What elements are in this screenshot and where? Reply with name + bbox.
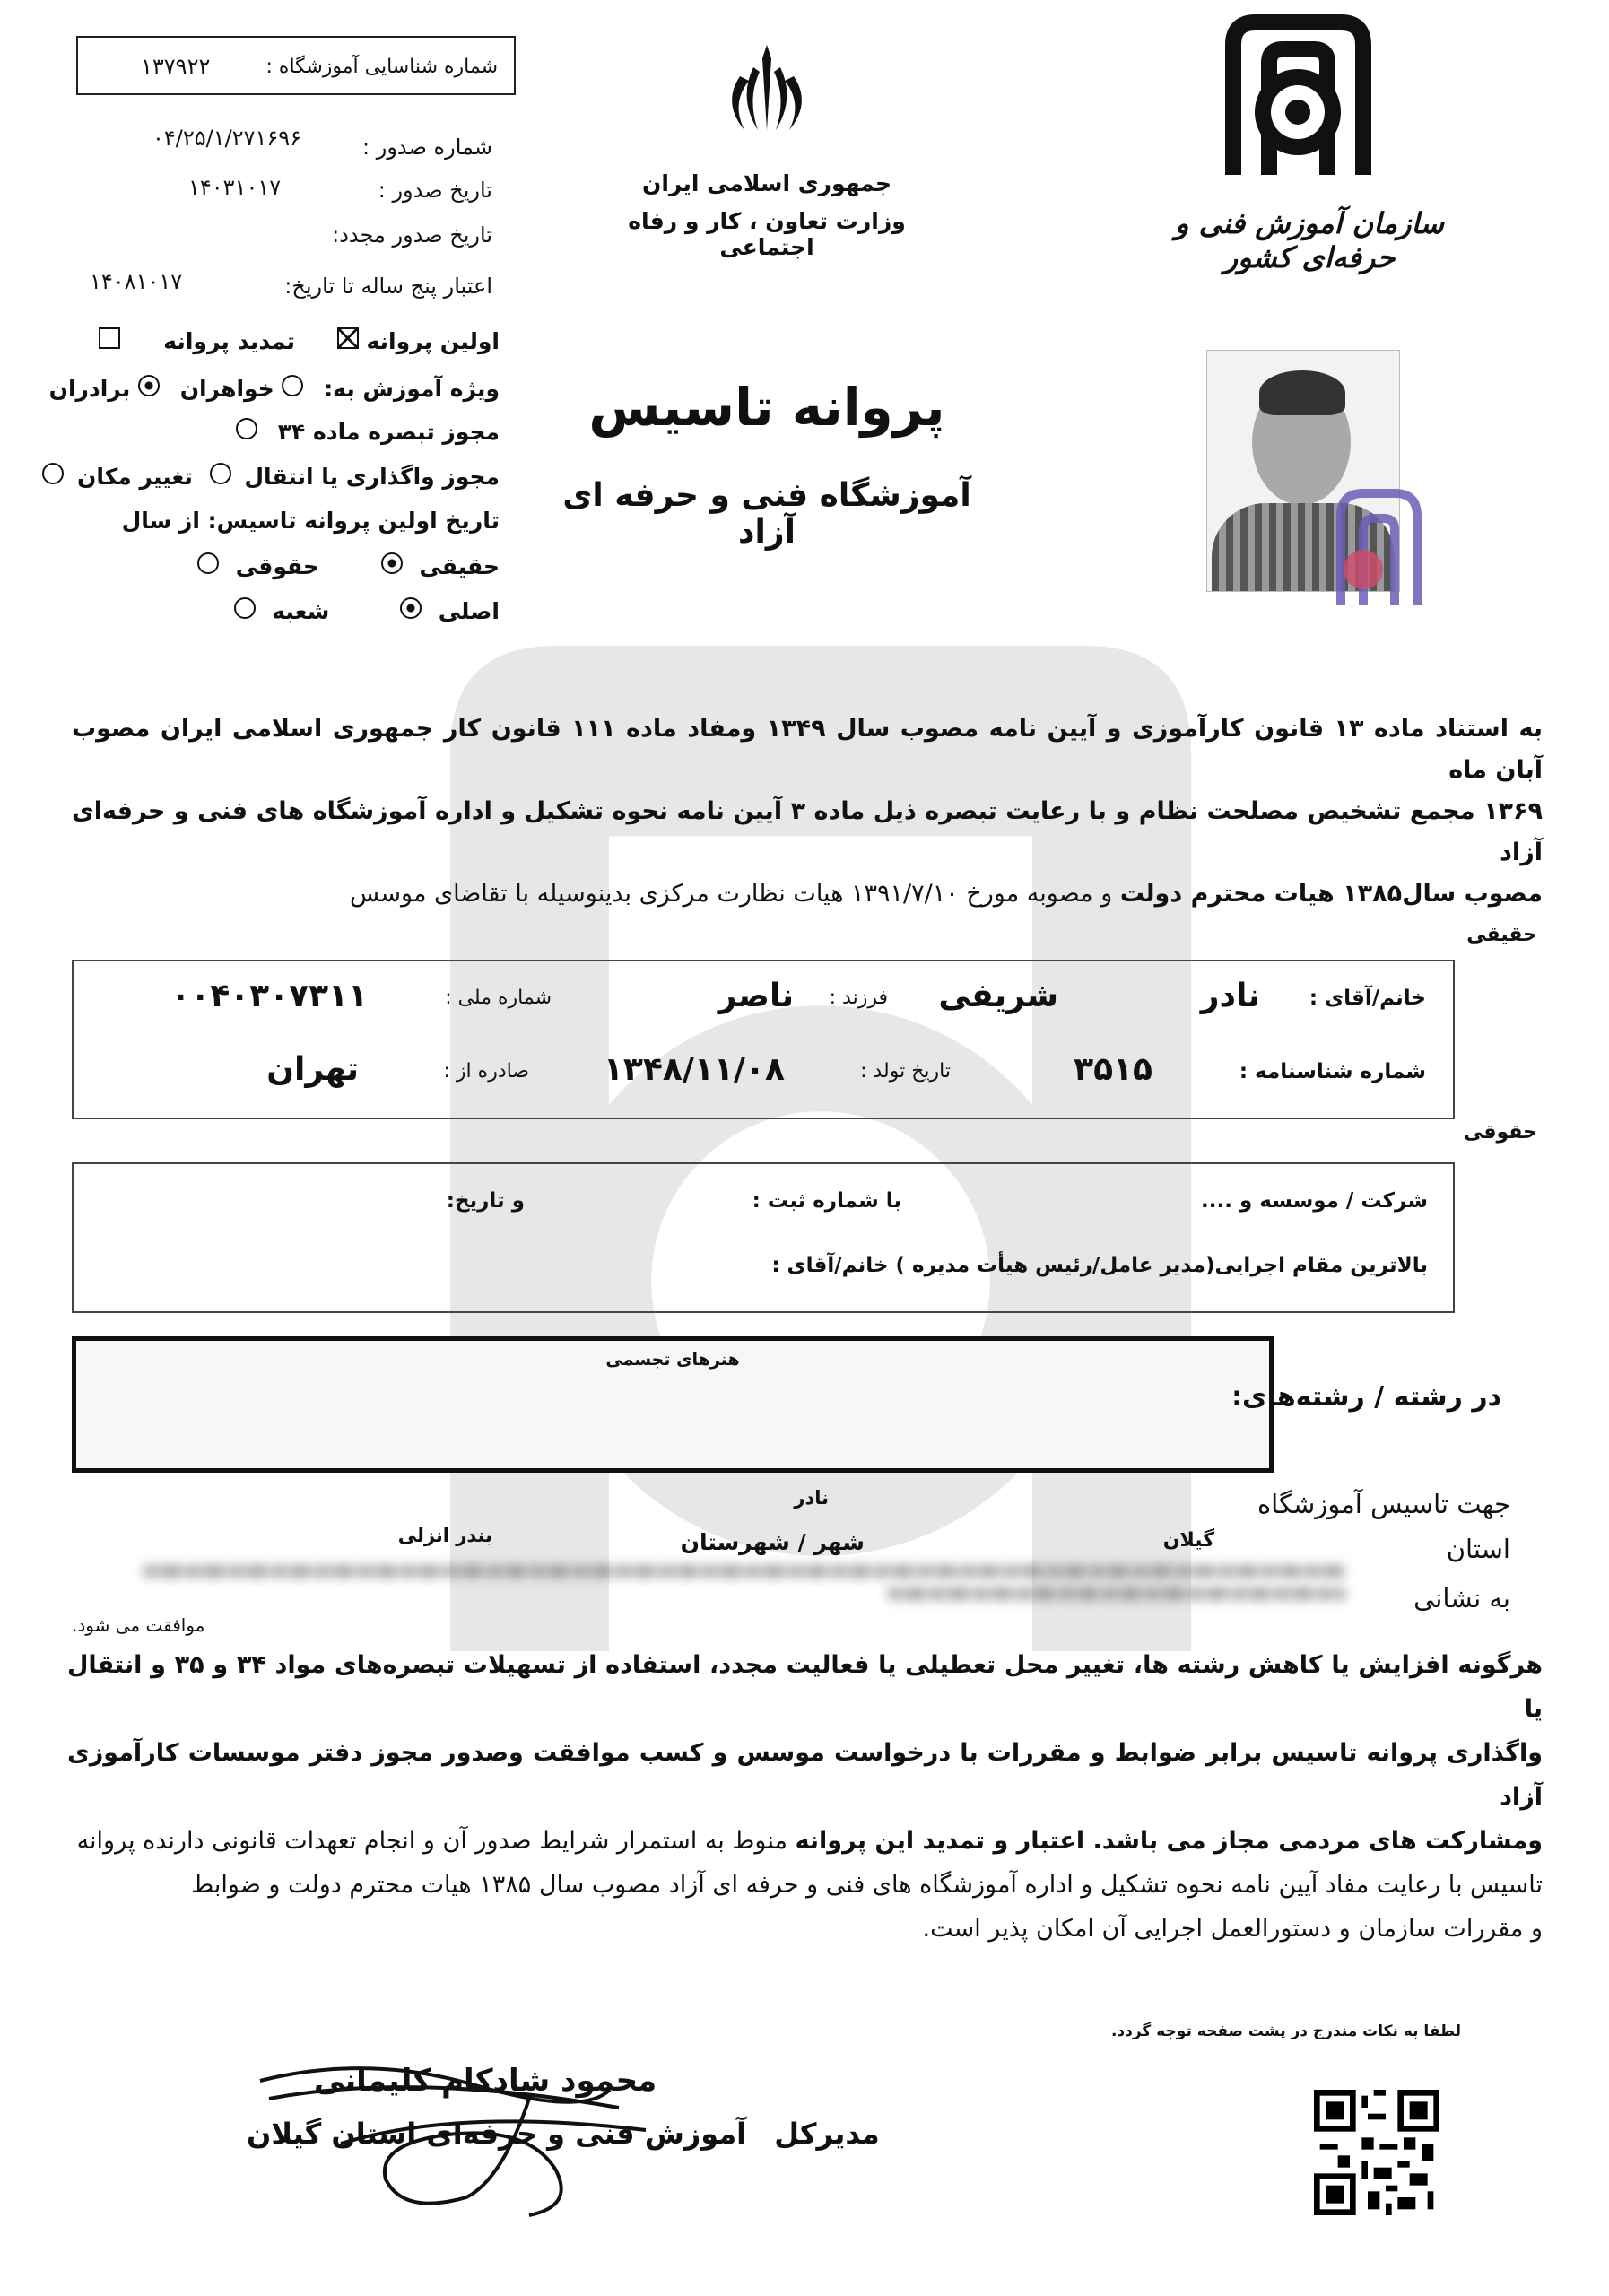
reg-date-label: و تاریخ: — [446, 1189, 525, 1213]
transfer-radio[interactable] — [210, 463, 231, 484]
photo-stamp-icon — [1327, 484, 1426, 610]
sisters-label: خواهران — [179, 376, 274, 402]
intro-line-3a: مصوب سال۱۳۸۵ هیات محترم دولت — [1119, 880, 1543, 908]
main-radio[interactable] — [400, 597, 422, 619]
city-value: بندر انزلی — [397, 1525, 492, 1546]
province-value: گیلان — [1162, 1529, 1214, 1552]
birth-cert-label: شماره شناسنامه : — [1239, 1060, 1426, 1083]
issue-number-value: ۰۴/۲۵/۱/۲۷۱۶۹۶ — [152, 126, 302, 151]
issued-label: صادره از : — [443, 1060, 529, 1083]
terms-line-3b: منوط به استمرار شرایط صدور آن و انجام تعهدات قانونی دارنده پروانه — [76, 1827, 796, 1855]
organization-logo-icon — [1197, 9, 1395, 179]
intro-line-3 — [72, 874, 1543, 915]
institute-name-value: نادر — [794, 1487, 829, 1509]
field-value: هنرهای تجسمی — [605, 1350, 740, 1370]
branch-radio[interactable] — [234, 597, 256, 619]
validity-label: اعتبار پنج ساله تا تاریخ: — [284, 274, 492, 299]
renewal-checkbox[interactable] — [99, 327, 120, 349]
main-label: اصلی — [438, 598, 500, 624]
ceo-label: بالاترین مقام اجرایی(مدیر عامل/رئیس هیأت مدیره ) خانم/آقای : — [771, 1254, 1428, 1277]
legal-heading: حقوقی — [1463, 1121, 1537, 1144]
article34-label: مجوز تبصره ماده ۳۴ — [277, 419, 500, 445]
org-logo-text: سازمان آموزش فنی و حرفه‌ای کشور — [1175, 206, 1444, 274]
issue-number-label: شماره صدور : — [362, 135, 492, 160]
terms-line-5: و مقررات سازمان و دستورالعمل اجرایی آن امکان پذیر است. — [922, 1915, 1543, 1943]
intro-line-3b: و مصوبه مورخ ۱۳۹۱/۷/۱۰ هیات نظارت مرکزی بدینوسیله با تقاضای موسس — [349, 880, 1120, 908]
terms-line-3a: ومشارکت های مردمی مجاز می باشد. اعتبار و تمدید این پروانه — [795, 1827, 1543, 1855]
natural-legal-row — [197, 552, 500, 579]
intro-line-2: ۱۳۶۹ مجمع تشخیص مصلحت نظام و با رعایت تبصره ذیل ماده ۳ آیین نامه نحوه تشکیل و اداره آموزشگاه های فنی و حرفه‌ای آزاد — [72, 797, 1543, 866]
birth-date-value: ۱۳۴۸/۱۱/۰۸ — [603, 1051, 785, 1088]
emblem-title: جمهوری اسلامی ایران — [642, 170, 891, 196]
issued-from-value: تهران — [266, 1051, 359, 1088]
institute-id-box — [76, 36, 516, 95]
address-redacted — [144, 1565, 1345, 1578]
relocation-label: تغییر مکان — [77, 464, 193, 490]
field-label: در رشته / رشته‌های: — [1231, 1381, 1501, 1413]
intro-paragraph — [72, 709, 1543, 915]
terms-line-4: تاسیس با رعایت مفاد آیین نامه نحوه تشکیل و اداره آموزشگاه های فنی و حرفه ای آزاد مصوب سال ۱۳۸۵ هیات محترم دولت و ضوابط — [191, 1871, 1543, 1899]
natural-label: حقیقی — [419, 553, 500, 579]
company-label: شرکت / موسسه و .... — [1201, 1189, 1428, 1213]
terms-line-2: واگذاری پروانه تاسیس برابر ضوابط و مقررات با درخواست موسس و کسب موافقت وصدور مجوز دفتر موسسات کارآموزی آزاد — [67, 1739, 1543, 1811]
institute-id-value: ۱۳۷۹۲۲ — [141, 54, 211, 79]
province-label: استان — [1446, 1534, 1510, 1564]
first-license-label: اولین پروانه — [366, 328, 500, 354]
purpose-label: جهت تاسیس آموزشگاه — [1257, 1489, 1510, 1519]
natural-radio[interactable] — [381, 552, 403, 574]
signature — [233, 2045, 682, 2224]
terms-paragraph — [67, 1643, 1543, 1951]
first-license-checkbox[interactable] — [337, 327, 359, 349]
birth-date-label: تاریخ تولد : — [860, 1060, 951, 1083]
natural-heading: حقیقی — [1466, 924, 1537, 946]
brothers-radio[interactable] — [138, 375, 160, 396]
renewal-label: تمدید پروانه — [163, 328, 295, 354]
brothers-label: برادران — [48, 376, 131, 402]
terms-line-3 — [67, 1819, 1543, 1863]
transfer-label: مجوز واگذاری یا انتقال — [244, 464, 500, 490]
first-date-row: تاریخ اولین پروانه تاسیس: از سال — [121, 508, 500, 534]
father-label: فرزند : — [829, 987, 888, 1009]
signer-name: محمود شادکام کلیمانی — [314, 2063, 657, 2099]
special-for-row — [49, 375, 500, 402]
back-page-note: لطفا به نکات مندرج در پشت صفحه توجه گردد. — [1110, 2022, 1461, 2040]
main-branch-row — [234, 597, 500, 624]
reissue-date-label: تاریخ صدور مجدد: — [332, 222, 492, 248]
last-name-value: شریفی — [938, 978, 1058, 1014]
intro-line-1: به استناد ماده ۱۳ قانون کارآموزی و آیین نامه مصوب سال ۱۳۴۹ ومفاد ماده ۱۱۱ قانون کار جمهوری اسلامی ایران مصوب آبان ماه — [72, 715, 1543, 784]
approved-text: موافقت می شود. — [72, 1614, 205, 1636]
registration-label: با شماره ثبت : — [752, 1189, 901, 1213]
legal-entity-box — [72, 1162, 1455, 1313]
birth-cert-value: ۳۵۱۵ — [1074, 1051, 1152, 1088]
option-first-license — [337, 327, 500, 354]
issue-date-label: تاریخ صدور : — [378, 178, 492, 203]
signer-title-prefix: مدیرکل — [774, 2117, 880, 2151]
field-box — [72, 1336, 1274, 1473]
article34-radio[interactable] — [236, 418, 257, 439]
transfer-row — [42, 463, 500, 490]
natural-person-box — [72, 960, 1455, 1119]
address-label: به نشانی — [1413, 1583, 1510, 1613]
name-label: خانم/آقای : — [1309, 987, 1426, 1010]
signer-title: آموزش فنی و حرفه‌ای استان گیلان — [247, 2117, 747, 2151]
legal-radio[interactable] — [197, 552, 219, 574]
special-for-label: ویژه آموزش به: — [324, 376, 500, 402]
first-name-value: نادر — [1200, 978, 1260, 1014]
father-name-value: ناصر — [718, 978, 794, 1014]
validity-value: ۱۴۰۸۱۰۱۷ — [90, 269, 183, 294]
national-id-value: ۰۰۴۰۳۰۷۳۱۱ — [170, 978, 368, 1014]
iran-emblem-icon — [704, 40, 830, 148]
city-label: شهر / شهرستان — [680, 1529, 865, 1555]
institute-id-label: شماره شناسایی آموزشگاه : — [265, 56, 498, 78]
qr-code-icon — [1314, 2090, 1439, 2215]
certificate-title: پروانه تاسیس — [588, 377, 945, 438]
address-redacted-2 — [888, 1587, 1345, 1600]
relocation-radio[interactable] — [42, 463, 64, 484]
sisters-radio[interactable] — [282, 375, 303, 396]
terms-line-1: هرگونه افزایش یا کاهش رشته ها، تغییر محل تعطیلی یا فعالیت مجدد، استفاده از تسهیلات تبصره‌های مواد ۳۴ و ۳۵ و انتقال یا — [67, 1651, 1543, 1723]
issue-date-value: ۱۴۰۳۱۰۱۷ — [188, 175, 282, 200]
legal-label: حقوقی — [235, 553, 320, 579]
certificate-subtitle: آموزشگاه فنی و حرفه ای آزاد — [562, 477, 971, 551]
ministry-name: وزارت تعاون ، کار و رفاه اجتماعی — [628, 208, 906, 260]
national-id-label: شماره ملی : — [445, 987, 552, 1009]
option-renewal — [99, 327, 295, 354]
branch-label: شعبه — [272, 598, 330, 624]
article34-row — [236, 418, 500, 445]
